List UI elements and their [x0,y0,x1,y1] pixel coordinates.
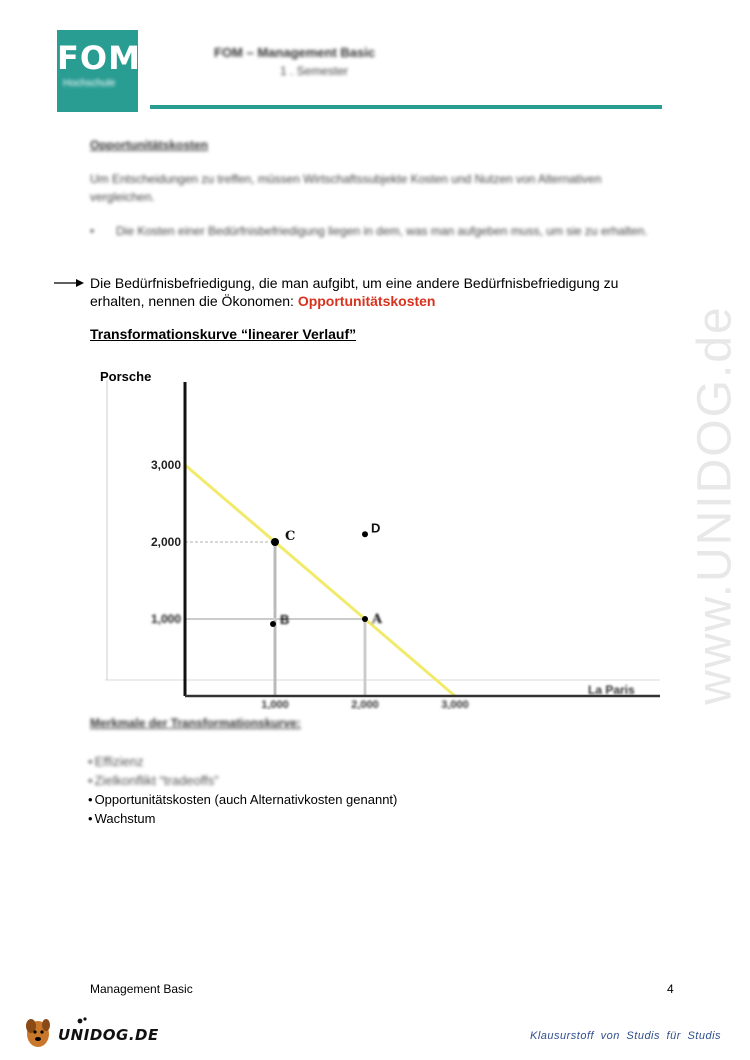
header-title: FOM – Management Basic [214,45,376,60]
point-label-b: B [280,612,290,627]
definition-paragraph [90,274,670,310]
merkmale-item: • Opportunitätskosten (auch Alternativkosten genannt) [88,790,397,809]
footer-title: Management Basic [90,982,193,996]
x-tick-label: 1,000 [261,699,289,710]
x-tick-label: 3,000 [441,699,469,710]
section-title: Opportunitätskosten [90,138,209,152]
logo-subtext: Hochschule [63,78,116,89]
point-b [270,621,276,627]
x-tick-label: 2,000 [351,699,379,710]
merkmale-item: • Effizienz [88,752,397,771]
intro-bullet-text: Die Kosten einer Bedürfnisbefriedigung liegen in dem, was man aufgeben muss, um sie zu erhalten. [116,224,648,238]
y-tick-label: 3,000 [150,458,181,472]
x-axis-label: La Paris [588,683,635,697]
merkmale-list [88,752,397,828]
point-d [362,531,368,537]
point-label-c: C [285,529,296,544]
merkmale-item: • Zielkonflikt “tradeoffs” [88,771,397,790]
definition-text: Die Bedürfnisbefriedigung, die man aufgibt, um eine andere Bedürfnisbefriedigung zu erhalten, nennen die Ökonomen: [90,275,619,309]
chart-title: Transformationskurve “linearer Verlauf” [90,326,357,342]
bullet-dot: • [90,224,95,238]
intro-paragraph: Um Entscheidungen zu treffen, müssen Wirtschaftssubjekte Kosten und Nutzen von Alternativen vergleichen. [90,172,602,204]
point-c [271,538,279,546]
merkmale-item: • Wachstum [88,809,397,828]
page-number: 4 [667,982,674,996]
y-tick-label: 1,000 [150,612,181,626]
transformation-curve [185,465,455,696]
transformation-chart [90,360,670,710]
header-semester: 1 . Semester [280,64,349,78]
intro-bullet [90,222,660,240]
fom-logo [57,30,141,112]
point-label-d: D [371,520,381,536]
watermark-text: www.UNIDOG.de [688,305,742,705]
y-axis-label: Porsche [100,369,152,384]
merkmale-title: Merkmale der Transformationskurve: [90,716,301,730]
point-label-a: A [372,612,383,627]
logo-text: FOM [57,39,141,77]
arrow-icon [54,277,84,289]
unidog-brand: UNIDOG.DE [58,1026,159,1044]
point-a [362,616,368,622]
y-tick-label: 2,000 [150,535,181,549]
header-divider [150,105,662,109]
definition-term: Opportunitätskosten [297,293,436,309]
footer-slogan: Klausurstoff von Studis für Studis [530,1030,722,1042]
